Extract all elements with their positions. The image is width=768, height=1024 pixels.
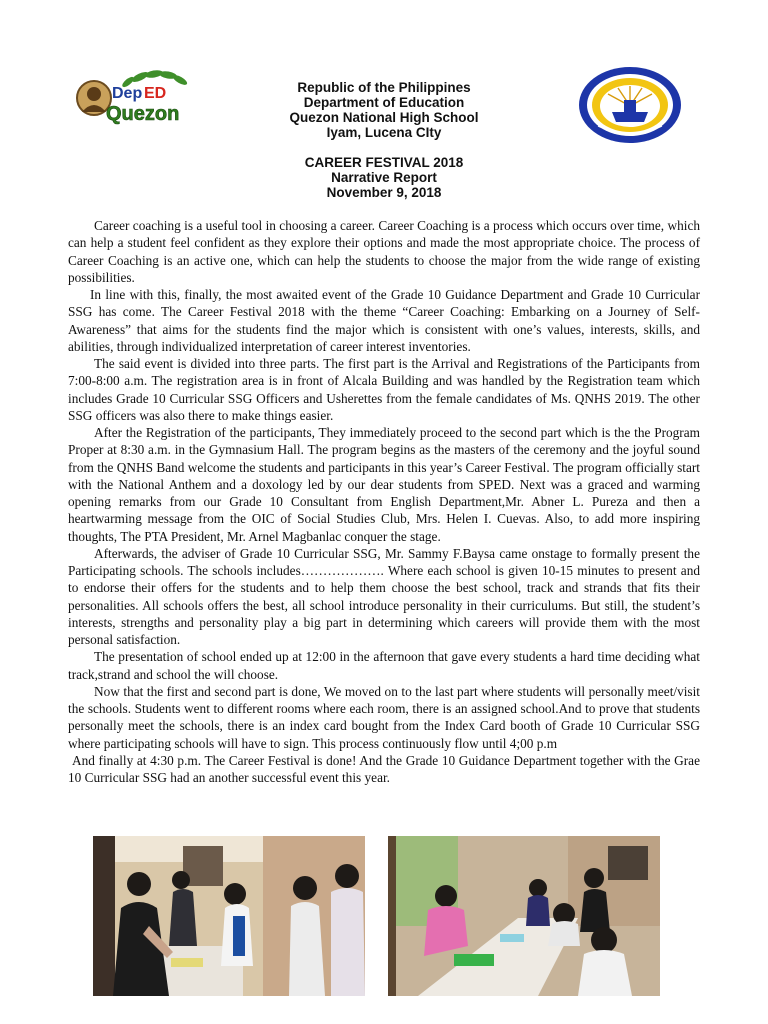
report-heading [230, 155, 538, 200]
event-photo-registration [93, 836, 365, 996]
paragraph-intro: Career coaching is a useful tool in choosing a career. Career Coaching is a process which occurs over time, which can help a student feel confident as they explore their options and made the most appropriate choice. The process of Career Coaching is an active one, which can help the students to choose the major from the wide range of existing possibilities. [68, 218, 700, 285]
event-photo-students-signing [388, 836, 660, 996]
deped-quezon-logo [74, 68, 190, 132]
svg-text:Quezon: Quezon [106, 103, 180, 125]
paragraph-theme: In line with this, finally, the most awaited event of the Grade 10 Guidance Department and Grade 10 Curricular SSG has come. The Career Festival 2018 with the theme “Career Coaching: Embarking on a Journey of Self-Awareness” that aims for the students find the major which is consistent with one’s values, interests, skills, and abilities, through individualized interpretation of career interest inventories. [68, 287, 700, 354]
letterhead [230, 80, 538, 140]
report-date: November 9, 2018 [326, 185, 442, 200]
svg-text:ED: ED [144, 85, 167, 102]
narrative-body [68, 217, 700, 786]
header-republic: Republic of the Philippines [297, 80, 471, 95]
paragraph-registration: The said event is divided into three parts. The first part is the Arrival and Registrations of the Participants from 7:00-8:00 a.m. The registration area is in front of Alcala Building and was handled by the Registration team which includes Grade 10 Curricular SSG Officers and Usherettes from the female candidates of Ms. QNHS 2019. The other SSG officers was also there to make things easier. [68, 356, 700, 423]
paragraph-visits: Now that the first and second part is done, We moved on to the last part where students will personally meet/visit the schools. Students went to different rooms where each room, there is an assigned school.And to prove that students personally meet the schools, there is an index card bought from the Index Card booth of Grade 10 Curricular SSG where participating schools will have to sign. This process continuously flow until 4;00 p.m [68, 683, 700, 751]
header-school: Quezon National High School [289, 110, 479, 125]
header-address: Iyam, Lucena CIty [326, 125, 442, 140]
paragraph-closing: And finally at 4:30 p.m. The Career Festival is done! And the Grade 10 Guidance Department together with the Grae 10 Curricular SSG had an another successful event this year. [68, 752, 700, 785]
header-department: Department of Education [303, 95, 465, 110]
report-subtitle: Narrative Report [331, 170, 437, 185]
paragraph-presentation-end: The presentation of school ended up at 12:00 in the afternoon that gave every students a hard time deciding what track,strand and school the will choose. [68, 649, 700, 682]
paragraph-program: After the Registration of the participants, They immediately proceed to the second part which is the the Program Proper at 8:30 a.m. in the Gymnasium Hall. The program begins as the masters of the ceremony and the joyful sound from the QNHS Band welcome the students and participants in this year’s Career Festival. The program officially start with the National Anthem and a doxology led by our dear students from SPED. Next was a graced and warming opening remarks from our Grade 10 Consultant from English Department,Mr. Abner L. Pureza and then a heartwarming message from the OIC of Social Studies Club, Mrs. Helen I. Cuevas. Also, to add more inspiring thoughts, The PTA President, Mr. Arnel Magbanlac conquer the stage. [68, 425, 700, 544]
paragraph-schools: Afterwards, the adviser of Grade 10 Curricular SSG, Mr. Sammy F.Baysa came onstage to formally present the Participating schools. The schools includes………………. Where each school is given 10-15 minutes to present and to endorse their offers for the students and to help them choose the best school, track and strands that fits their personalities. All schools offers the best, all school introduce personality in their curriculums. But still, the student’s interests, strengths and personality play a big part in determining which careers will provide them with the most personal satisfaction. [68, 545, 700, 647]
report-title: CAREER FESTIVAL 2018 [304, 155, 464, 170]
deped-text: Dep [112, 85, 143, 102]
quezon-national-high-school-seal [578, 66, 682, 144]
